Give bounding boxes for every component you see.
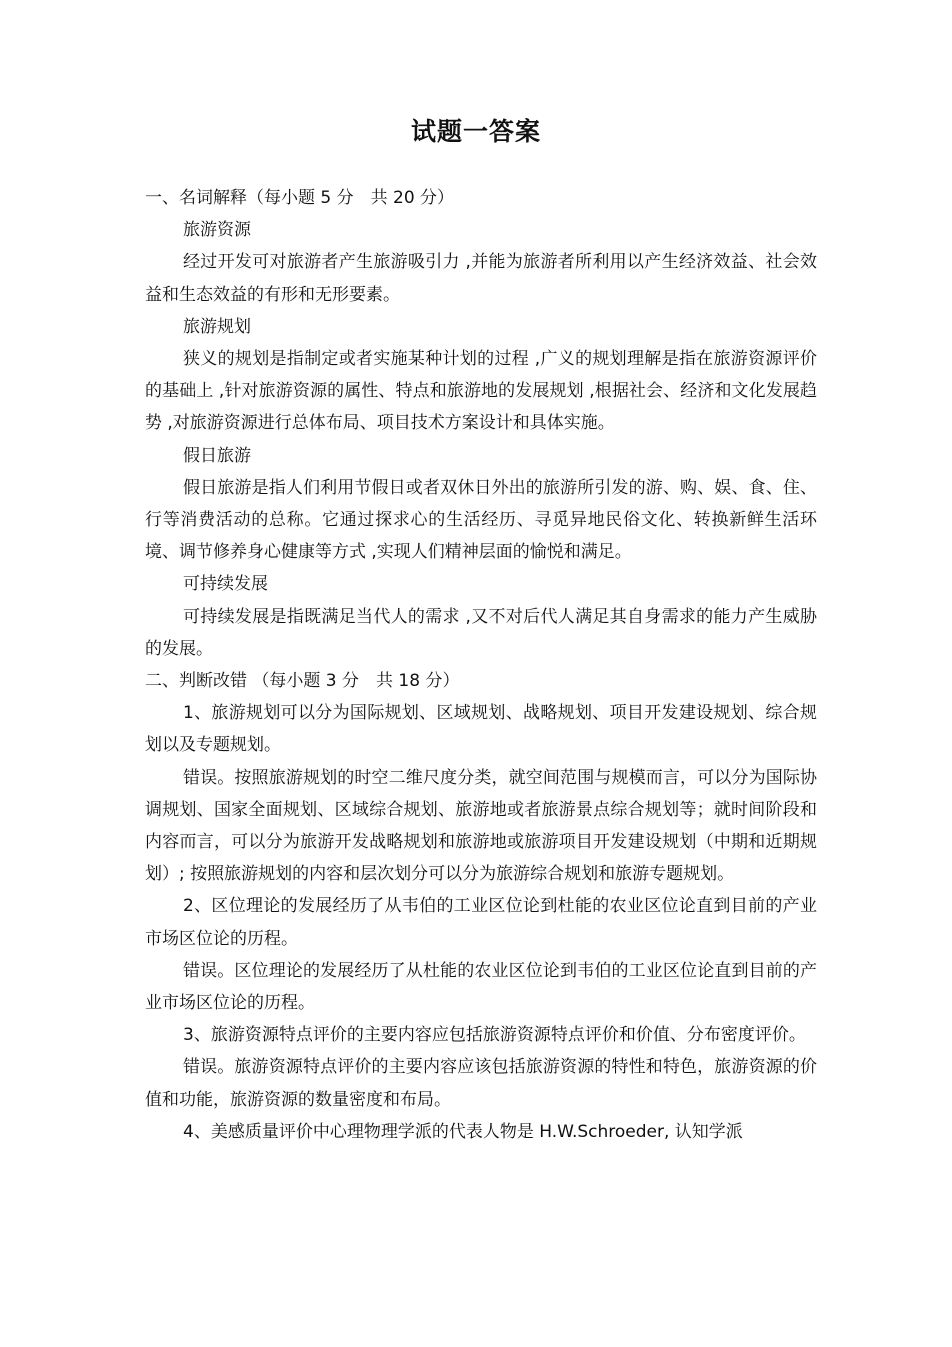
term-tourism-resources: 旅游资源 — [183, 220, 251, 241]
definition-sustainable-development: 可持续发展是指既满足当代人的需求 ,又不对后代人满足其自身需求的能力产生威胁的发展。 — [145, 606, 817, 659]
question-3: 3、旅游资源特点评价的主要内容应包括旅游资源特点评价和价值、分布密度评价。 — [183, 1025, 806, 1046]
answer-3: 错误。旅游资源特点评价的主要内容应该包括旅游资源的特性和特色，旅游资源的价值和功能，旅游资源的数量密度和布局。 — [145, 1057, 817, 1110]
question-1: 1、旅游规划可以分为国际规划、区域规划、战略规划、项目开发建设规划、综合规划以及专题规划。 — [145, 703, 817, 756]
definition-tourism-planning: 狭义的规划是指制定或者实施某种计划的过程 ,广义的规划理解是指在旅游资源评价的基础上 ,针对旅游资源的属性、特点和旅游地的发展规划 ,根据社会、经济和文化发展趋势 ,对旅游资源进行总体布局、项目技术方案设计和具体实施。 — [145, 349, 817, 434]
term-holiday-tourism: 假日旅游 — [183, 445, 251, 466]
question-4: 4、美感质量评价中心理物理学派的代表人物是 H.W.Schroeder, 认知学派 — [183, 1121, 743, 1142]
section-heading-2: 二、判断改错 （每小题 3 分 共 18 分） — [145, 671, 460, 692]
document-title: 试题一答案 — [410, 117, 541, 146]
answer-1: 错误。按照旅游规划的时空二维尺度分类，就空间范围与规模而言，可以分为国际协调规划、国家全面规划、区域综合规划、旅游地或者旅游景点综合规划等；就时间阶段和内容而言，可以分为旅游开发战略规划和旅游地或旅游项目开发建设规划（中期和近期规划）; 按照旅游规划的内容和层次划分可以分为旅游综合规划和旅游专题规划。 — [145, 767, 817, 885]
question-2: 2、区位理论的发展经历了从韦伯的工业区位论到杜能的农业区位论直到目前的产业市场区位论的历程。 — [145, 896, 817, 949]
section-heading-1: 一、名词解释（每小题 5 分 共 20 分） — [145, 188, 455, 208]
definition-tourism-resources: 经过开发可对旅游者产生旅游吸引力 ,并能为旅游者所利用以产生经济效益、社会效益和生态效益的有形和无形要素。 — [145, 252, 817, 305]
answer-2: 错误。区位理论的发展经历了从杜能的农业区位论到韦伯的工业区位论直到目前的产业市场区位论的历程。 — [145, 960, 817, 1014]
definition-holiday-tourism: 假日旅游是指人们利用节假日或者双休日外出的旅游所引发的游、购、娱、食、住、行等消费活动的总称。它通过探求心的生活经历、寻觅异地民俗文化、转换新鲜生活环境、调节修养身心健康等方式 ,实现人们精神层面的愉悦和满足。 — [145, 477, 817, 563]
term-tourism-planning: 旅游规划 — [183, 316, 251, 337]
document-body — [145, 182, 817, 1148]
term-sustainable-development: 可持续发展 — [183, 574, 268, 595]
